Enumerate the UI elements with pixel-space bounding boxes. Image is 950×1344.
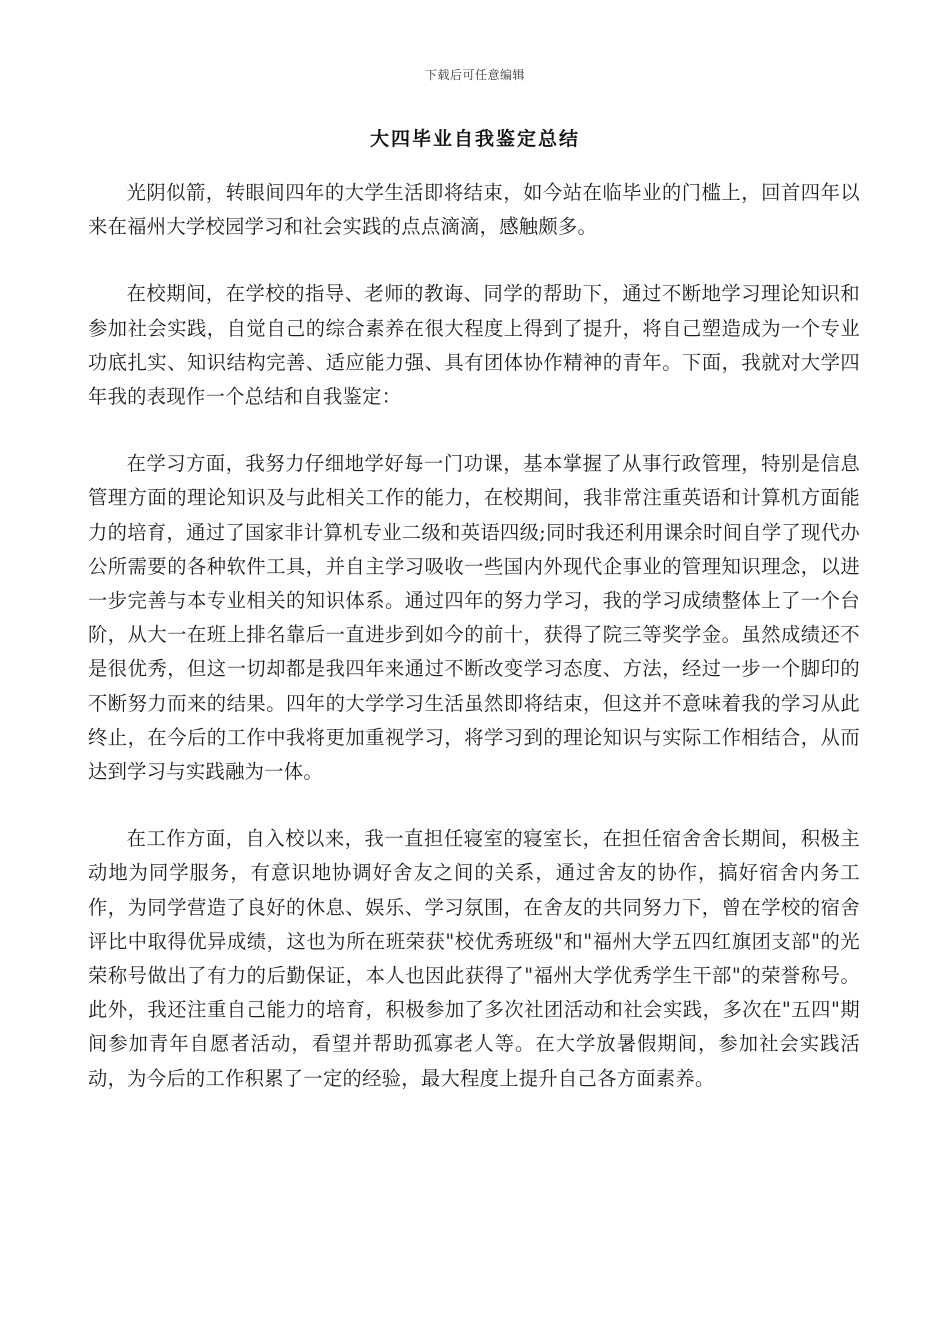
paragraph-work: 在工作方面，自入校以来，我一直担任寝室的寝室长，在担任宿舍舍长期间，积极主动地为同学服务，有意识地协调好舍友之间的关系，通过舍友的协作，搞好宿舍内务工作，为同学营造了良好的休息、娱乐、学习氛围，在舍友的共同努力下，曾在学校的宿舍评比中取得优异成绩，这也为所在班荣获"校优秀班级"和"福州大学五四红旗团支部"的光荣称号做出了有力的后勤保证，本人也因此获得了"福州大学优秀学生干部"的荣誉称号。此外，我还注重自己能力的培育，积极参加了多次社团活动和社会实践，多次在"五四"期间参加青年自愿者活动，看望并帮助孤寡老人等。在大学放暑假期间，参加社会实践活动，为今后的工作积累了一定的经验，最大程度上提升自己各方面素养。	[88, 827, 860, 1090]
paragraph-study: 在学习方面，我努力仔细地学好每一门功课，基本掌握了从事行政管理，特别是信息管理方面的理论知识及与此相关工作的能力，在校期间，我非常注重英语和计算机方面能力的培育，通过了国家非计算机专业二级和英语四级;同时我还利用课余时间自学了现代办公所需要的各种软件工具，并自主学习吸收一些国内外现代企事业的管理知识理念，以进一步完善与本专业相关的知识体系。通过四年的努力学习，我的学习成绩整体上了一个台阶，从大一在班上排名靠后一直进步到如今的前十，获得了院三等奖学金。虽然成绩还不是很优秀，但这一切却都是我四年来通过不断改变学习态度、方法，经过一步一个脚印的不断努力而来的结果。四年的大学学习生活虽然即将结束，但这并不意味着我的学习从此终止，在今后的工作中我将更加重视学习，将学习到的理论知识与实际工作相结合，从而达到学习与实践融为一体。	[88, 452, 860, 784]
paragraph-intro: 光阴似箭，转眼间四年的大学生活即将结束，如今站在临毕业的门槛上，回首四年以来在福州大学校园学习和社会实践的点点滴滴，感触颇多。	[88, 181, 860, 239]
header-note: 下载后可任意编辑	[424, 68, 525, 82]
document-title: 大四毕业自我鉴定总结	[369, 128, 580, 150]
paragraph-overview: 在校期间，在学校的指导、老师的教诲、同学的帮助下，通过不断地学习理论知识和参加社会实践，自觉自己的综合素养在很大程度上得到了提升，将自己塑造成为一个专业功底扎实、知识结构完善、适应能力强、具有团体协作精神的青年。下面，我就对大学四年我的表现作一个总结和自我鉴定：	[88, 282, 860, 409]
document-body	[88, 176, 860, 1129]
